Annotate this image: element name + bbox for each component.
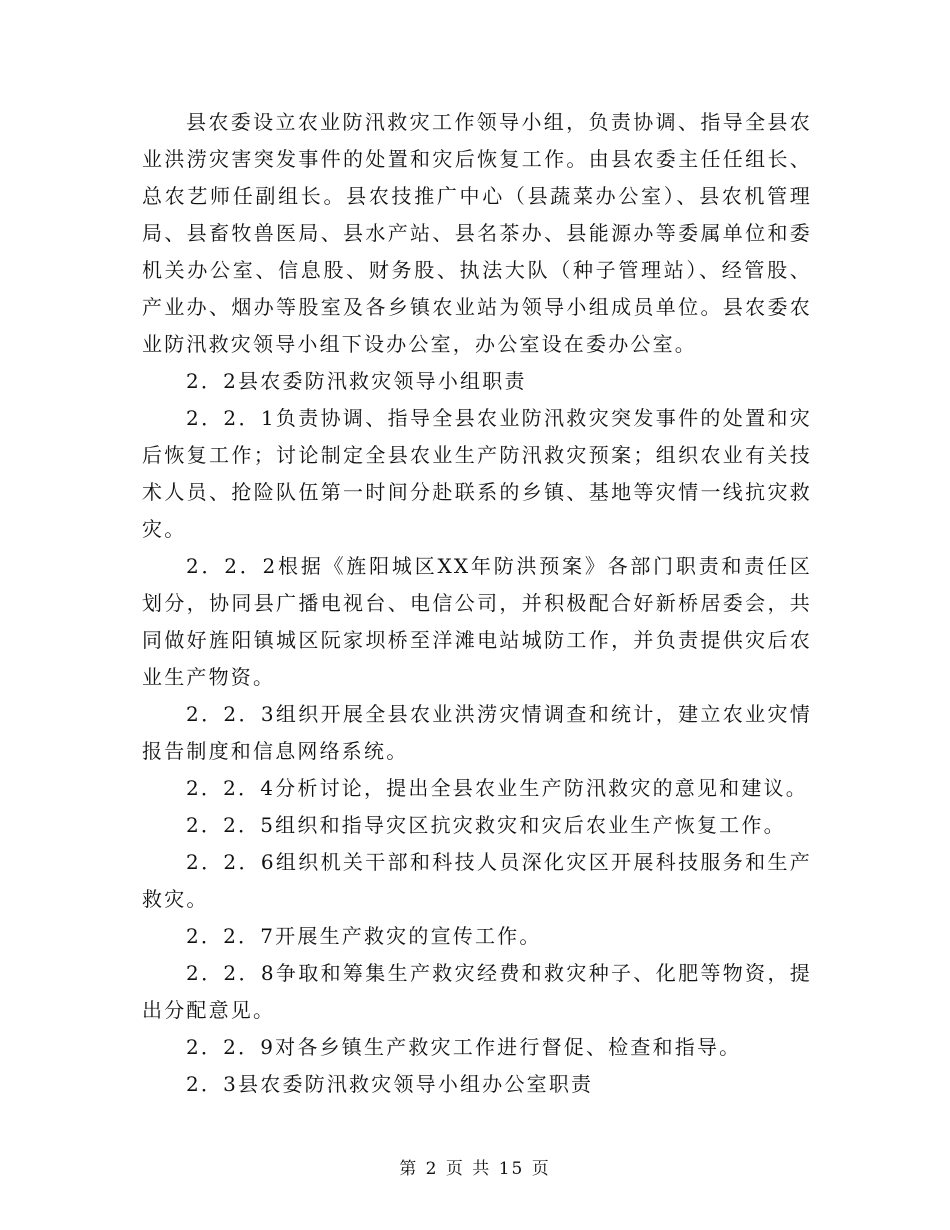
page-number-footer: 第 2 页 共 15 页 — [399, 1159, 551, 1179]
paragraph-2-2-1: 2．2．1负责协调、指导全县农业防汛救灾突发事件的处置和灾后恢复工作；讨论制定全县农业生产防汛救灾预案；组织农业有关技术人员、抢险队伍第一时间分赴联系的乡镇、基地等灾情一线抗灾救灾。 — [142, 406, 812, 541]
paragraph-2-2-5: 2．2．5组织和指导灾区抗灾救灾和灾后农业生产恢复工作。 — [186, 813, 786, 837]
paragraph-2-2-9: 2．2．9对各乡镇生产救灾工作进行督促、检查和指导。 — [186, 1035, 742, 1059]
paragraph-2-2-6: 2．2．6组织机关干部和科技人员深化灾区开展科技服务和生产救灾。 — [142, 850, 812, 911]
section-heading-2-2: 2．2县农委防汛救灾领导小组职责 — [186, 369, 527, 393]
paragraph-2-2-4: 2．2．4分析讨论，提出全县农业生产防汛救灾的意见和建议。 — [186, 776, 808, 800]
paragraph-2-2-2: 2．2．2根据《旌阳城区XX年防洪预案》各部门职责和责任区划分，协同县广播电视台、电信公司，并积极配合好新桥居委会，共同做好旌阳镇城区阮家坝桥至洋滩电站城防工作，并负责提供灾后农业生产物资。 — [142, 554, 812, 689]
paragraph-2-2-8: 2．2．8争取和筹集生产救灾经费和救灾种子、化肥等物资，提出分配意见。 — [142, 961, 812, 1022]
paragraph-2-2-3: 2．2．3组织开展全县农业洪涝灾情调查和统计，建立农业灾情报告制度和信息网络系统。 — [142, 702, 812, 763]
paragraph-2-2-7: 2．2．7开展生产救灾的宣传工作。 — [186, 924, 542, 948]
paragraph-leading-group: 县农委设立农业防汛救灾工作领导小组，负责协调、指导全县农业洪涝灾害突发事件的处置和灾后恢复工作。由县农委主任任组长、总农艺师任副组长。县农技推广中心（县蔬菜办公室）、县农机管理局、县畜牧兽医局、县水产站、县名茶办、县能源办等委属单位和委机关办公室、信息股、财务股、执法大队（种子管理站）、经管股、产业办、烟办等股室及各乡镇农业站为领导小组成员单位。县农委农业防汛救灾领导小组下设办公室，办公室设在委办公室。 — [142, 110, 812, 356]
document-body — [142, 104, 812, 1103]
section-heading-2-3: 2．3县农委防汛救灾领导小组办公室职责 — [186, 1072, 594, 1096]
